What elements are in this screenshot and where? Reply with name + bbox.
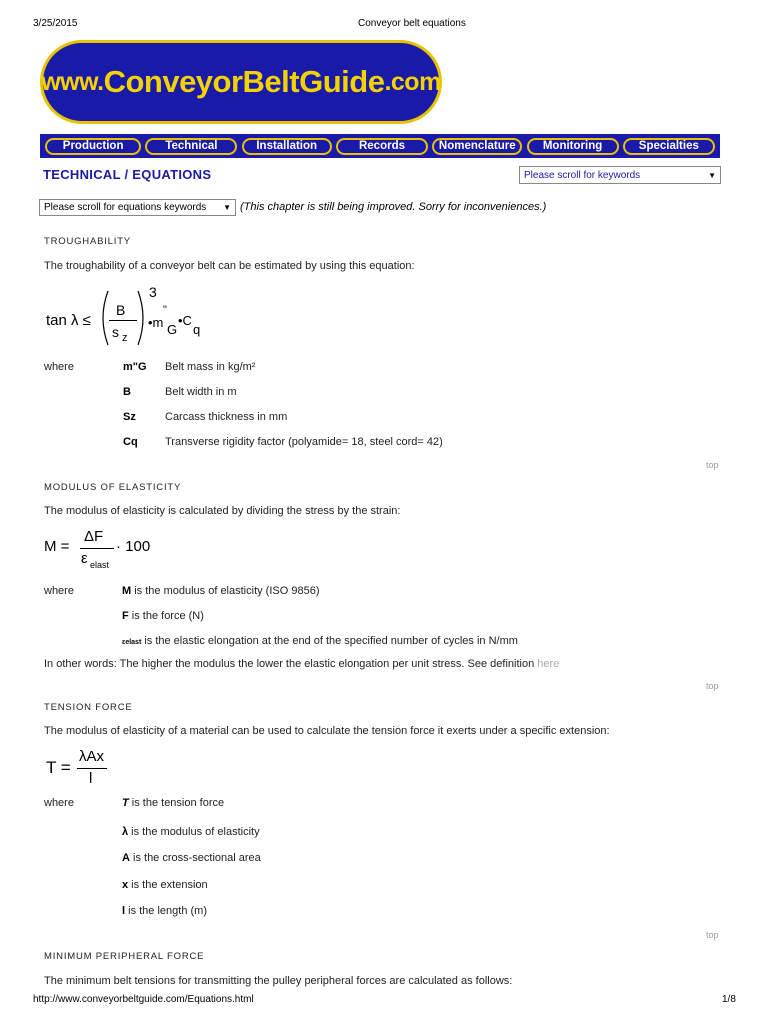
page-title: TECHNICAL / EQUATIONS: [43, 167, 212, 182]
modulus-def-0: [122, 585, 319, 597]
modulus-def-2: [122, 635, 518, 647]
section-tension-title: TENSION FORCE: [44, 702, 133, 713]
print-page-number: 1/8: [722, 994, 736, 1005]
eq1-left-paren: [96, 289, 112, 347]
main-nav: [40, 134, 720, 158]
troughability-def-sym-0: m"G: [123, 361, 147, 373]
tension-def-0: [122, 797, 224, 809]
eq2-lhs: M =: [44, 538, 70, 555]
top-link[interactable]: top: [706, 460, 719, 470]
troughability-def-sym-1: B: [123, 386, 131, 398]
troughability-where: where: [44, 361, 74, 373]
eq1-subscript-g: G: [167, 322, 178, 337]
equation-select-value: Please scroll for equations keywords: [44, 202, 207, 213]
logo-com: .com: [384, 67, 441, 96]
tension-intro: The modulus of elasticity of a material can be used to calculate the tension force it exerts under a specific extension:: [44, 725, 610, 737]
nav-specialties[interactable]: Specialties: [623, 138, 715, 155]
definition-link[interactable]: here: [537, 658, 560, 670]
tension-def-sym-3: x: [122, 879, 129, 891]
nav-technical[interactable]: Technical: [145, 138, 237, 155]
modulus-def-sym-0: M: [122, 585, 132, 597]
nav-nomenclature[interactable]: Nomenclature: [432, 138, 522, 155]
section-modulus-title: MODULUS OF ELASTICITY: [44, 482, 182, 493]
section-peripheral-title: MINIMUM PERIPHERAL FORCE: [44, 951, 205, 962]
modulus-def-sym-1: F: [122, 610, 129, 622]
section-troughability-title: TROUGHABILITY: [44, 236, 131, 247]
eq3-fraction-bar: [77, 768, 107, 769]
logo-main: ConveyorBeltGuide: [103, 64, 385, 99]
nav-records[interactable]: Records: [336, 138, 428, 155]
peripheral-intro: The minimum belt tensions for transmitting the pulley peripheral forces are calculated as follows:: [44, 975, 513, 987]
modulus-where: where: [44, 585, 74, 597]
tension-def-desc-3: is the extension: [128, 879, 208, 891]
troughability-def-desc-1: Belt width in m: [165, 386, 237, 398]
eq3-lhs: T =: [46, 758, 71, 777]
troughability-def-sym-3: Cq: [123, 436, 138, 448]
site-logo[interactable]: [40, 40, 442, 124]
tension-def-desc-0: is the tension force: [128, 797, 225, 809]
modulus-def-1: [122, 610, 204, 622]
modulus-equation: [44, 528, 194, 576]
eq2-numerator: ΔF: [84, 528, 104, 545]
eq1-fraction-bar: [109, 320, 137, 321]
tension-where: where: [44, 797, 74, 809]
tension-def-3: [122, 879, 208, 891]
eq2-elast: elast: [90, 560, 110, 570]
troughability-def-sym-2: Sz: [123, 411, 136, 423]
eq1-double-prime: ": [163, 304, 167, 316]
tension-def-desc-2: is the cross-sectional area: [129, 852, 261, 864]
eq2-fraction-bar: [80, 548, 114, 549]
keyword-select-value: Please scroll for keywords: [524, 169, 641, 181]
tension-def-1: [122, 826, 260, 838]
troughability-intro: The troughability of a conveyor belt can be estimated by using this equation:: [44, 260, 415, 272]
print-date: 3/25/2015: [33, 18, 78, 29]
tension-def-desc-4: is the length (m): [125, 905, 207, 917]
tension-def-sym-4: l: [122, 905, 126, 917]
tension-def-2: [122, 852, 261, 864]
print-title: Conveyor belt equations: [358, 18, 466, 29]
eq1-exponent: 3: [149, 284, 157, 300]
eq1-denominator-s: s: [112, 324, 119, 340]
troughability-equation: [44, 284, 244, 350]
eq2-factor: · 100: [116, 538, 151, 555]
top-link[interactable]: top: [706, 681, 719, 691]
chevron-down-icon: ▼: [223, 203, 231, 212]
modulus-def-desc-0: is the modulus of elasticity (ISO 9856): [131, 585, 320, 597]
tension-def-sym-2: A: [122, 852, 130, 864]
nav-installation[interactable]: Installation: [242, 138, 332, 155]
modulus-def-desc-2: is the elastic elongation at the end of the specified number of cycles in N/mm: [141, 635, 518, 647]
tension-def-4: [122, 905, 207, 917]
modulus-intro: The modulus of elasticity is calculated by dividing the stress by the strain:: [44, 505, 401, 517]
nav-production[interactable]: Production: [45, 138, 141, 155]
modulus-def-sym-2: εelast: [122, 639, 142, 646]
tension-def-sym-0: T: [122, 797, 129, 809]
troughability-def-desc-0: Belt mass in kg/m²: [165, 361, 256, 373]
logo-www: www.: [41, 67, 104, 96]
top-link[interactable]: top: [706, 930, 719, 940]
eq3-numerator: λAx: [79, 748, 105, 765]
tension-equation: [44, 748, 124, 790]
tension-def-sym-1: λ: [122, 826, 129, 838]
tension-def-desc-1: is the modulus of elasticity: [128, 826, 260, 838]
equation-select[interactable]: [39, 199, 236, 216]
keyword-select[interactable]: [519, 166, 721, 184]
troughability-def-desc-2: Carcass thickness in mm: [165, 411, 288, 423]
modulus-other-text: In other words: The higher the modulus the lower the elastic elongation per unit stress. See definition: [44, 658, 538, 670]
nav-monitoring[interactable]: Monitoring: [527, 138, 619, 155]
print-url: http://www.conveyorbeltguide.com/Equations.html: [33, 994, 254, 1005]
eq3-denominator: l: [89, 770, 93, 787]
modulus-other-words: [44, 658, 559, 670]
eq1-denominator-z: z: [122, 332, 128, 344]
improve-note: (This chapter is still being improved. Sorry for inconveniences.): [240, 201, 547, 213]
modulus-def-desc-1: is the force (N): [128, 610, 204, 622]
eq1-mass: •m: [148, 315, 164, 330]
eq1-rigidity: •C: [178, 313, 192, 328]
eq2-epsilon: ε: [81, 550, 88, 567]
chevron-down-icon: ▼: [708, 170, 716, 180]
troughability-def-desc-3: Transverse rigidity factor (polyamide= 18, steel cord= 42): [165, 436, 443, 448]
eq1-lhs: tan λ ≤: [46, 312, 91, 329]
eq1-numerator: B: [116, 302, 126, 318]
eq1-subscript-q: q: [193, 322, 201, 337]
